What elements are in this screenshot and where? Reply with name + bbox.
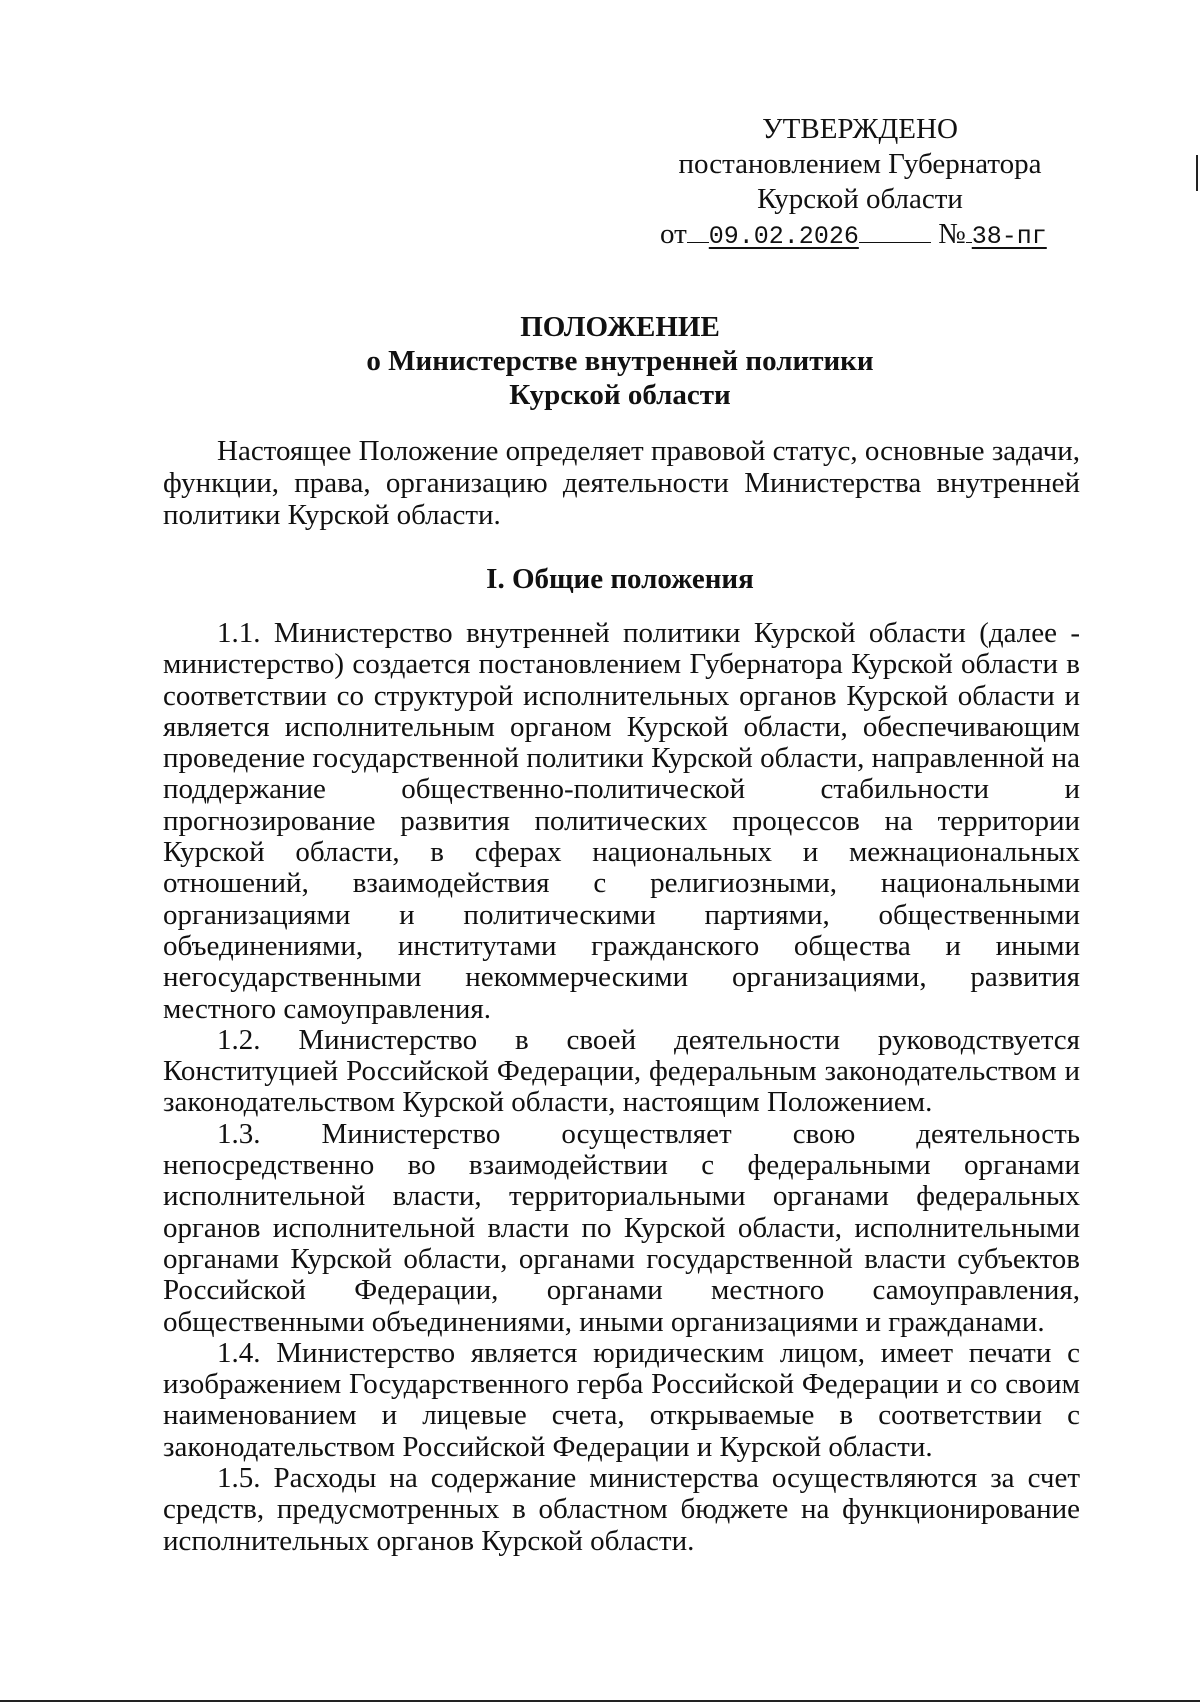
document-title bbox=[160, 310, 1080, 412]
intro-paragraph: Настоящее Положение определяет правовой статус, основные задачи, функции, права, организацию деятельности Министерства внутренней политики Курской области. bbox=[163, 435, 1080, 531]
section-body bbox=[163, 618, 1080, 1557]
title-subtitle-1: о Министерстве внутренней политики bbox=[366, 345, 874, 377]
from-label: от bbox=[660, 218, 687, 250]
paragraph-1-3: 1.3. Министерство осуществляет свою деятельность непосредственно во взаимодействии с федеральными органами исполнительной власти, территориальными органами федеральных органов исполнительной власти по Курской области, исполнительными органами Курской области, органами государственной власти субъектов Российской Федерации, органами местного самоуправления, общественными объединениями, иными организациями и гражданами. bbox=[163, 1117, 1080, 1338]
approved-region: Курской области bbox=[757, 183, 963, 215]
paragraph-1-1: 1.1. Министерство внутренней политики Курской области (далее - министерство) создается постановлением Губернатора Курской области в соответствии со структурой исполнительных органов Курской области и является исполнительным органом Курской области, обеспечивающим проведение государственной политики Курской области, направленной на поддержание общественно-политической стабильности и прогнозирование развития политических процессов на территории Курской области, в сферах национальных и межнациональных отношений, взаимодействия с религиозными, национальными организациями и политическими партиями, общественными объединениями, институтами гражданского общества и иными негосударственными некоммерческими организациями, развития местного самоуправления. bbox=[163, 617, 1080, 1025]
scan-edge-line-bottom bbox=[0, 1700, 1200, 1702]
approved-by-line: постановлением Губернатора bbox=[678, 148, 1042, 180]
scan-edge-mark-right bbox=[1196, 155, 1198, 191]
title-heading: ПОЛОЖЕНИЕ bbox=[520, 311, 720, 343]
approval-date: 09.02.2026 bbox=[708, 222, 859, 251]
title-subtitle-2: Курской области bbox=[509, 379, 731, 411]
paragraph-1-4: 1.4. Министерство является юридическим лицом, имеет печати с изображением Государственного герба Российской Федерации и со своим наименованием и лицевые счета, открываемые в соответствии с законодательством Российской Федерации и Курской области. bbox=[163, 1336, 1080, 1463]
paragraph-1-5: 1.5. Расходы на содержание министерства осуществляются за счет средств, предусмотренных в областном бюджете на функционирование исполнительных органов Курской области. bbox=[163, 1462, 1080, 1557]
approval-number: 38-пг bbox=[971, 222, 1047, 251]
intro-paragraph-block bbox=[163, 435, 1080, 531]
approval-date-line bbox=[640, 217, 1080, 254]
paragraph-1-2: 1.2. Министерство в своей деятельности руководствуется Конституцией Российской Федерации, федеральным законодательством и законодательством Курской области, настоящим Положением. bbox=[163, 1023, 1080, 1119]
approved-label: УТВЕРЖДЕНО bbox=[762, 113, 958, 145]
number-label: № bbox=[938, 218, 966, 250]
section-heading: I. Общие положения bbox=[486, 563, 754, 595]
approval-stamp bbox=[640, 112, 1080, 254]
